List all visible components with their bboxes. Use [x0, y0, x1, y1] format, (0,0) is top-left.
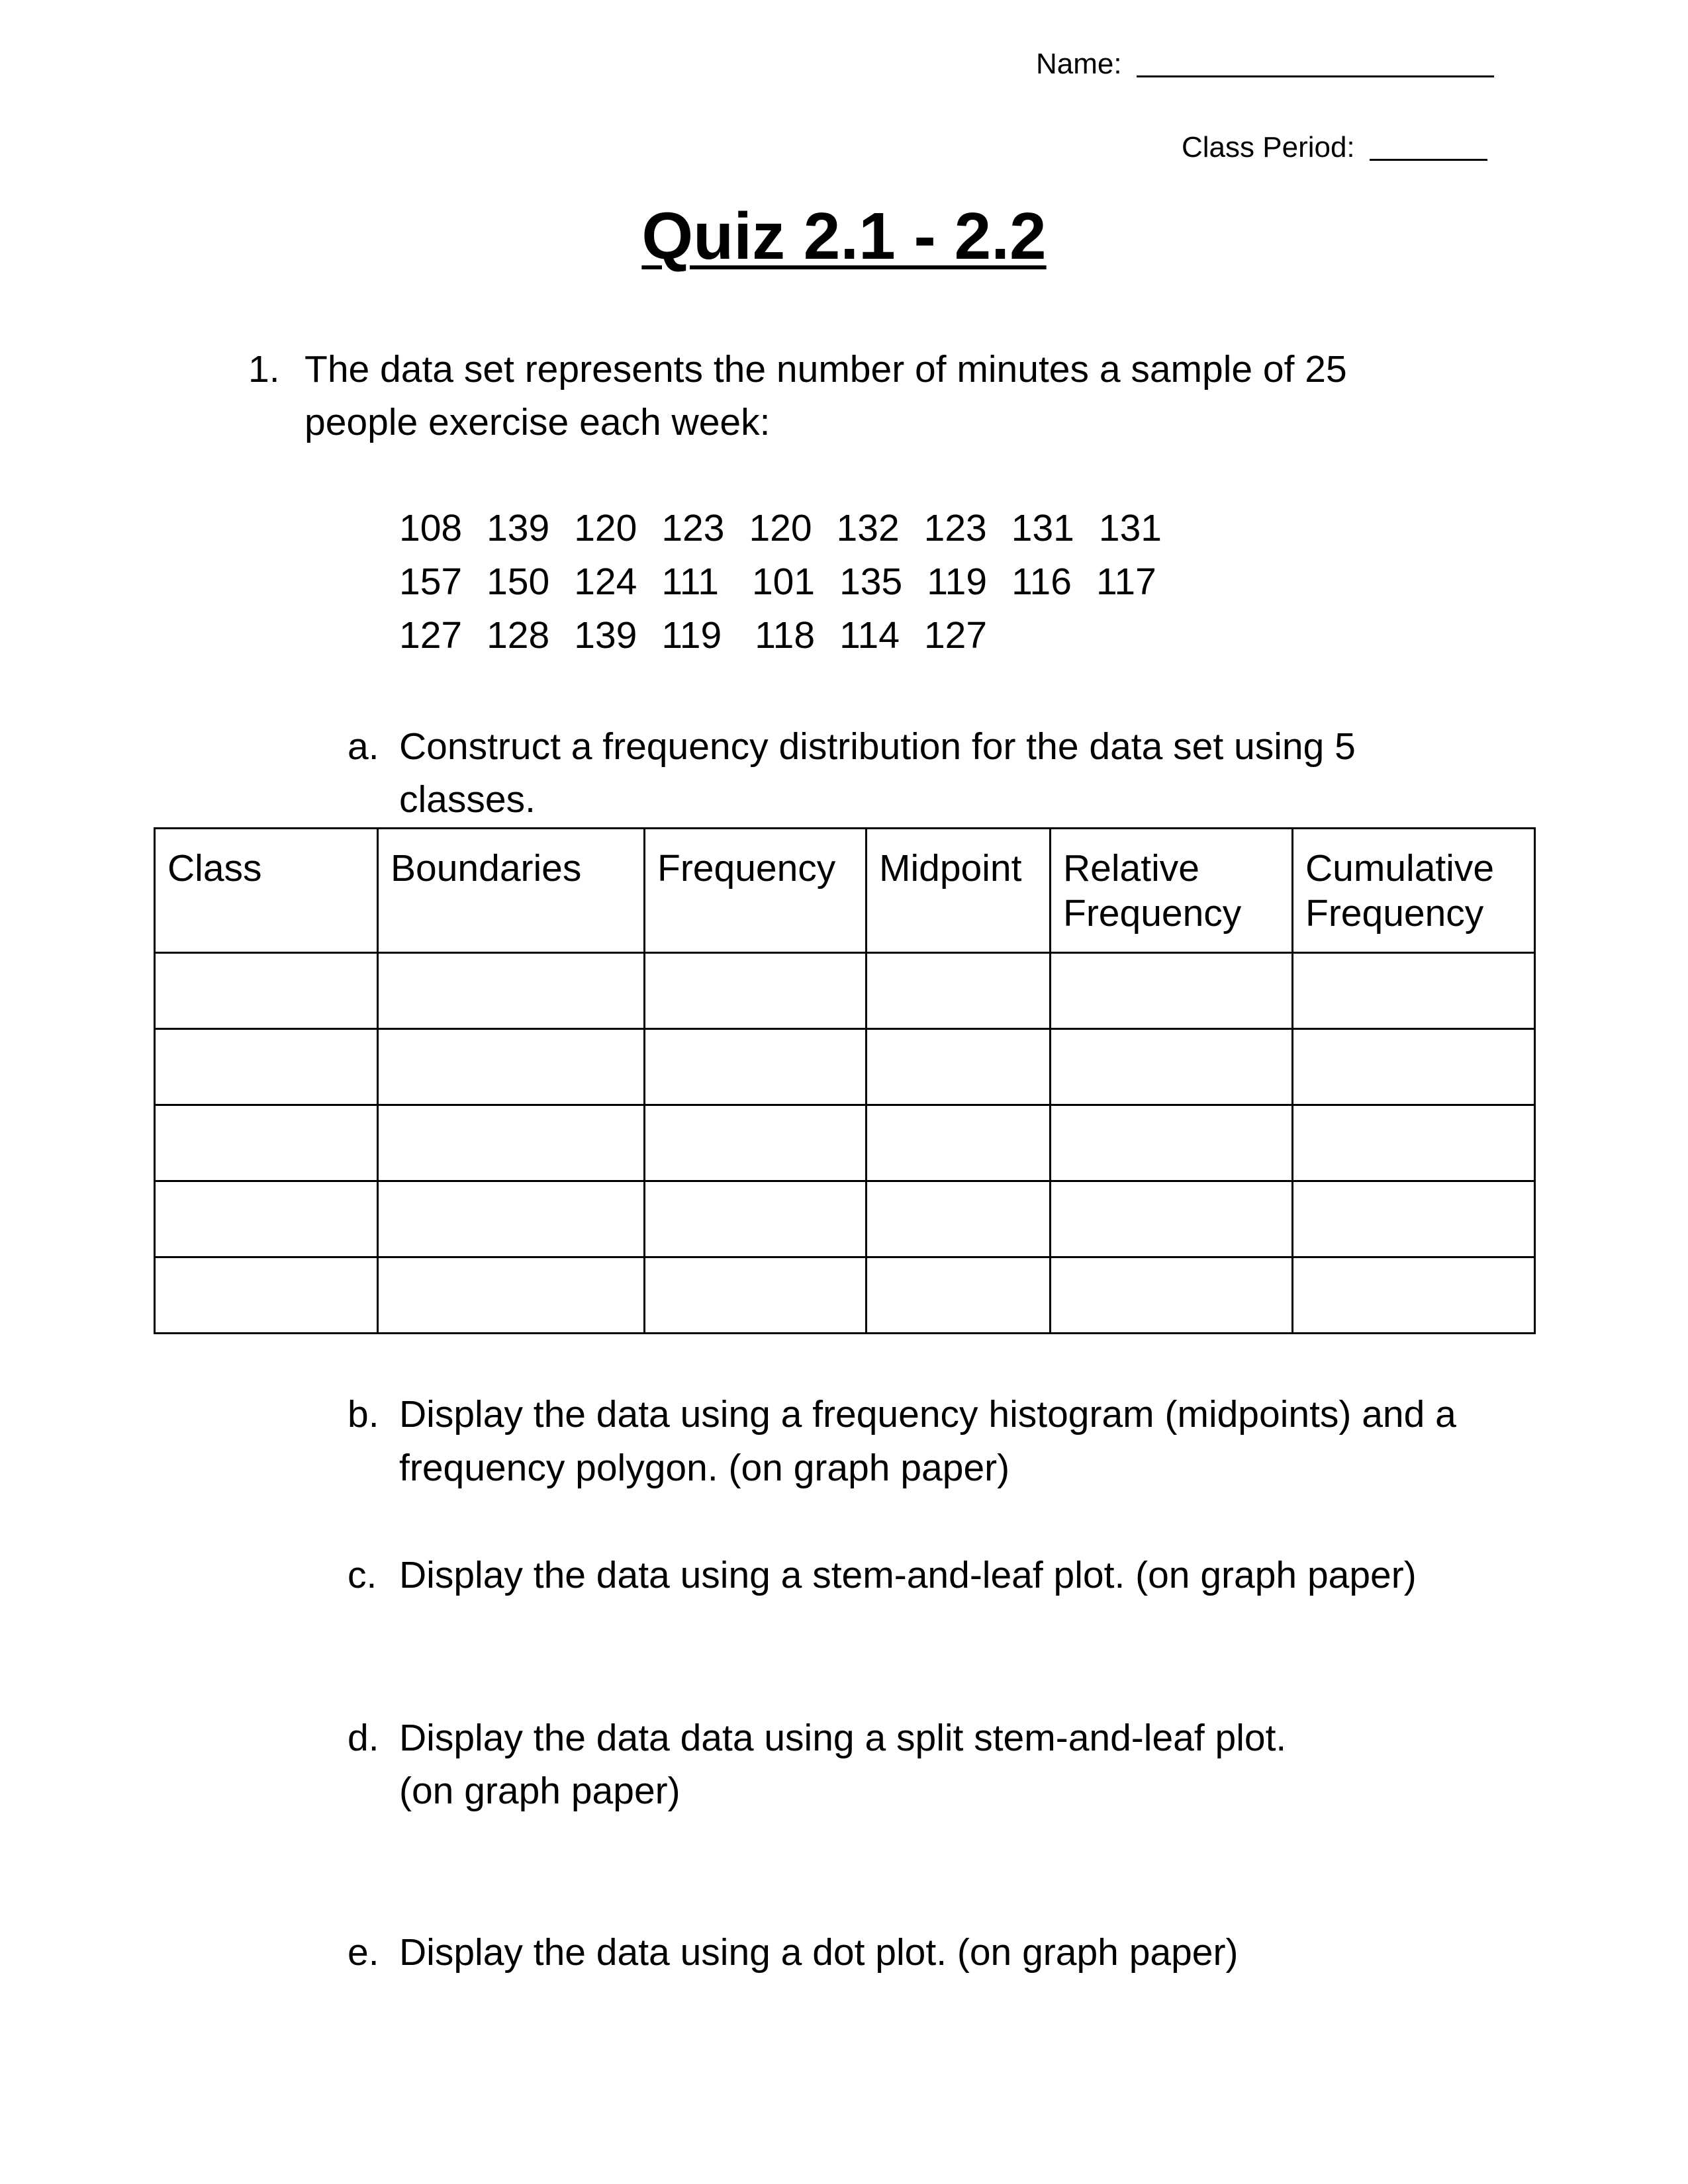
data-row — [399, 506, 1186, 550]
table-row — [155, 953, 1535, 1029]
data-value: 128 — [487, 614, 550, 657]
table-row — [155, 1257, 1535, 1334]
data-value: 131 — [1011, 507, 1074, 549]
part-d-line1 — [348, 1711, 1286, 1764]
data-value: 127 — [399, 614, 463, 657]
data-value: 119 — [927, 561, 988, 603]
table-cell[interactable] — [1051, 1257, 1293, 1334]
part-c-text-line1: Display the data using a stem-and-leaf plot. (on graph paper) — [399, 1554, 1417, 1596]
column-header-midpoint: Midpoint — [867, 829, 1051, 953]
table-cell[interactable] — [1293, 1029, 1535, 1105]
table-cell[interactable] — [155, 1257, 378, 1334]
data-value: 119 — [661, 614, 722, 657]
part-e-letter: e. — [348, 1931, 379, 1974]
table-cell[interactable] — [378, 1181, 645, 1257]
part-e-line1 — [348, 1926, 1238, 1979]
data-value: 123 — [923, 507, 987, 549]
data-value: 117 — [1096, 561, 1156, 603]
table-cell[interactable] — [378, 1029, 645, 1105]
part-c-letter: c. — [348, 1554, 377, 1596]
name-field — [1036, 48, 1494, 81]
part-b-letter: b. — [348, 1393, 379, 1435]
table-row — [155, 1029, 1535, 1105]
table-cell[interactable] — [1051, 1105, 1293, 1181]
column-header-relative-frequency: Relative Frequency — [1051, 829, 1293, 953]
table-cell[interactable] — [645, 1181, 867, 1257]
table-cell[interactable] — [155, 1029, 378, 1105]
name-blank[interactable] — [1137, 75, 1494, 77]
data-value: 101 — [751, 561, 816, 603]
column-header-cumulative-frequency: Cumulative Frequency — [1293, 829, 1535, 953]
part-e-text-line1: Display the data using a dot plot. (on graph paper) — [399, 1931, 1239, 1974]
table-cell[interactable] — [645, 953, 867, 1029]
table-cell[interactable] — [378, 1257, 645, 1334]
data-value: 108 — [399, 507, 463, 549]
table-cell[interactable] — [645, 1257, 867, 1334]
part-b-text-line2: frequency polygon. (on graph paper) — [399, 1447, 1010, 1489]
column-header-class: Class — [155, 829, 378, 953]
data-value: 150 — [487, 561, 550, 603]
part-b-line1 — [348, 1388, 1456, 1441]
question-number: 1. — [248, 348, 280, 390]
table-cell[interactable] — [1051, 953, 1293, 1029]
table-cell[interactable] — [1293, 1257, 1535, 1334]
data-value: 123 — [661, 507, 725, 549]
part-a-text-line1: Construct a frequency distribution for the data set using 5 — [399, 725, 1356, 768]
table-row — [155, 1181, 1535, 1257]
class-period-blank[interactable] — [1370, 159, 1487, 161]
table-cell[interactable] — [1293, 953, 1535, 1029]
frequency-table — [154, 827, 1536, 1334]
data-value: 157 — [399, 561, 463, 603]
table-row — [155, 1105, 1535, 1181]
question-1-text-line1: The data set represents the number of minutes a sample of 25 — [305, 348, 1347, 390]
part-a-text-line2: classes. — [399, 778, 536, 821]
class-period-field — [1182, 131, 1487, 164]
part-d-letter: d. — [348, 1717, 379, 1759]
data-value: 139 — [574, 614, 637, 657]
table-cell[interactable] — [155, 953, 378, 1029]
data-row — [399, 614, 1011, 657]
data-value: 111 — [661, 561, 719, 603]
table-cell[interactable] — [1293, 1105, 1535, 1181]
data-value: 114 — [839, 614, 900, 657]
table-cell[interactable] — [867, 1105, 1051, 1181]
column-header-frequency: Frequency — [645, 829, 867, 953]
table-cell[interactable] — [1293, 1181, 1535, 1257]
data-value: 132 — [836, 507, 900, 549]
data-value: 120 — [749, 507, 812, 549]
part-a-line1 — [348, 720, 1356, 773]
table-header-row — [155, 829, 1535, 953]
table-cell[interactable] — [378, 953, 645, 1029]
part-d-text-line2: (on graph paper) — [399, 1770, 680, 1812]
name-label: Name: — [1036, 48, 1122, 80]
data-value: 118 — [755, 614, 816, 657]
table-cell[interactable] — [155, 1181, 378, 1257]
part-c-line1 — [348, 1549, 1417, 1602]
data-value: 139 — [487, 507, 550, 549]
data-row — [399, 560, 1181, 604]
part-b-text-line1: Display the data using a frequency histogram (midpoints) and a — [399, 1393, 1456, 1435]
data-value: 127 — [923, 614, 988, 657]
data-value: 120 — [574, 507, 637, 549]
page-title: Quiz 2.1 - 2.2 — [641, 199, 1047, 273]
data-value: 131 — [1098, 507, 1162, 549]
question-1-text-line2: people exercise each week: — [305, 401, 771, 443]
class-period-label: Class Period: — [1182, 131, 1355, 163]
table-cell[interactable] — [1051, 1181, 1293, 1257]
data-value: 124 — [574, 561, 637, 603]
question-1-line1 — [248, 343, 1347, 396]
table-cell[interactable] — [378, 1105, 645, 1181]
table-cell[interactable] — [867, 953, 1051, 1029]
column-header-boundaries: Boundaries — [378, 829, 645, 953]
data-value: 135 — [839, 561, 903, 603]
part-a-letter: a. — [348, 725, 379, 768]
table-cell[interactable] — [867, 1257, 1051, 1334]
table-cell[interactable] — [645, 1029, 867, 1105]
table-cell[interactable] — [867, 1029, 1051, 1105]
part-d-text-line1: Display the data data using a split stem-and-leaf plot. — [399, 1717, 1287, 1759]
table-cell[interactable] — [1051, 1029, 1293, 1105]
table-cell[interactable] — [155, 1105, 378, 1181]
data-value: 116 — [1011, 561, 1072, 603]
table-cell[interactable] — [867, 1181, 1051, 1257]
table-cell[interactable] — [645, 1105, 867, 1181]
